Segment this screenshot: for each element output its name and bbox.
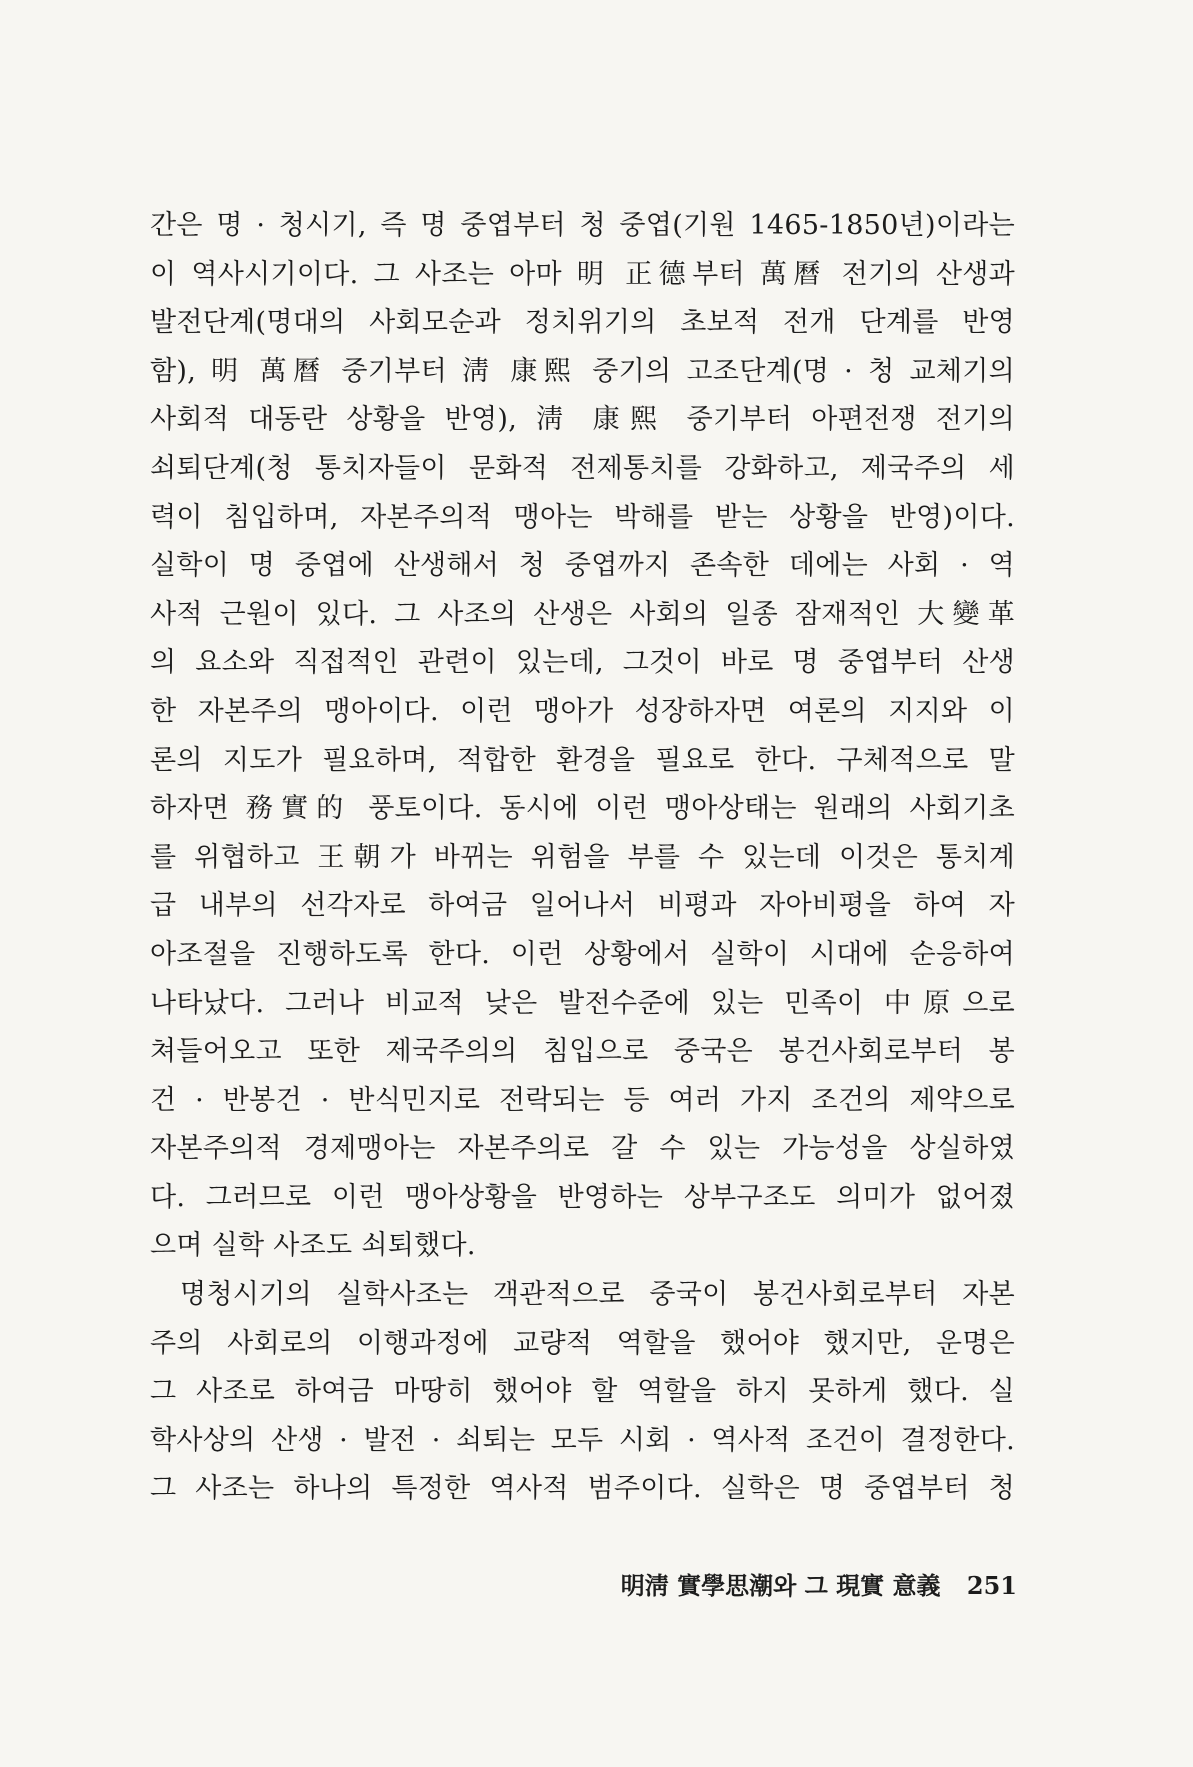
text-line: 자본주의적 경제맹아는 자본주의로 갈 수 있는 가능성을 상실하였 <box>150 1133 1015 1165</box>
text-line: 쳐들어오고 또한 제국주의의 침입으로 중국은 봉건사회로부터 봉 <box>150 1036 1015 1068</box>
body-text <box>150 202 1015 1514</box>
text-line: 주의 사회로의 이행과정에 교량적 역할을 했어야 했지만, 운명은 <box>150 1327 1015 1359</box>
text-line: 의 요소와 직접적인 관련이 있는데, 그것이 바로 명 중엽부터 산생 <box>150 647 1015 679</box>
text-line: 사회적 대동란 상황을 반영), 淸 康熙 중기부터 아편전쟁 전기의 <box>150 404 1015 436</box>
running-title: 明淸 實學思潮와 그 現實 意義 <box>620 1571 941 1600</box>
text-line: 하자면 務實的 풍토이다. 동시에 이런 맹아상태는 원래의 사회기초 <box>150 793 1015 825</box>
text-line: 한 자본주의 맹아이다. 이런 맹아가 성장하자면 여론의 지지와 이 <box>150 695 1015 727</box>
text-line: 쇠퇴단계(청 통치자들이 문화적 전제통치를 강화하고, 제국주의 세 <box>150 452 1015 484</box>
paragraph-end-line: 으며 실학 사조도 쇠퇴했다. <box>150 1230 476 1262</box>
text-line: 발전단계(명대의 사회모순과 정치위기의 초보적 전개 단계를 반영 <box>150 307 1015 339</box>
text-line: 력이 침입하며, 자본주의적 맹아는 박해를 받는 상황을 반영)이다. <box>150 501 1015 533</box>
text-line: 그 사조로 하여금 마땅히 했어야 할 역할을 하지 못하게 했다. 실 <box>150 1376 1015 1408</box>
page-number: 251 <box>966 1571 1017 1600</box>
text-line: 아조절을 진행하도록 한다. 이런 상황에서 실학이 시대에 순응하여 <box>150 938 1015 970</box>
text-line: 간은 명 · 청시기, 즉 명 중엽부터 청 중엽(기원 1465-1850년)이라는 <box>150 210 1015 241</box>
text-line: 급 내부의 선각자로 하여금 일어나서 비평과 자아비평을 하여 자 <box>150 890 1015 922</box>
text-line: 를 위협하고 王朝가 바뀌는 위험을 부를 수 있는데 이것은 통치계 <box>150 841 1015 873</box>
page-footer <box>621 1566 1017 1601</box>
text-line: 학사상의 산생 · 발전 · 쇠퇴는 모두 시회 · 역사적 조건이 결정한다. <box>150 1424 1015 1456</box>
text-line: 함), 明 萬曆 중기부터 淸 康熙 중기의 고조단계(명 · 청 교체기의 <box>150 355 1015 387</box>
text-line: 다. 그러므로 이런 맹아상황을 반영하는 상부구조도 의미가 없어졌 <box>150 1181 1015 1213</box>
text-line: 그 사조는 하나의 특정한 역사적 범주이다. 실학은 명 중엽부터 청 <box>150 1473 1015 1505</box>
text-line: 이 역사시기이다. 그 사조는 아마 明 正德부터 萬曆 전기의 산생과 <box>150 258 1015 290</box>
text-line: 사적 근원이 있다. 그 사조의 산생은 사회의 일종 잠재적인 大變革 <box>150 598 1015 630</box>
text-line: 실학이 명 중엽에 산생해서 청 중엽까지 존속한 데에는 사회 · 역 <box>150 550 1015 582</box>
paragraph-start-line: 명청시기의 실학사조는 객관적으로 중국이 봉건사회로부터 자본 <box>180 1279 1015 1311</box>
text-line: 론의 지도가 필요하며, 적합한 환경을 필요로 한다. 구체적으로 말 <box>150 744 1015 776</box>
text-line: 건 · 반봉건 · 반식민지로 전락되는 등 여러 가지 조건의 제약으로 <box>150 1084 1015 1116</box>
text-line: 나타났다. 그러나 비교적 낮은 발전수준에 있는 민족이 中原으로 <box>150 987 1015 1019</box>
